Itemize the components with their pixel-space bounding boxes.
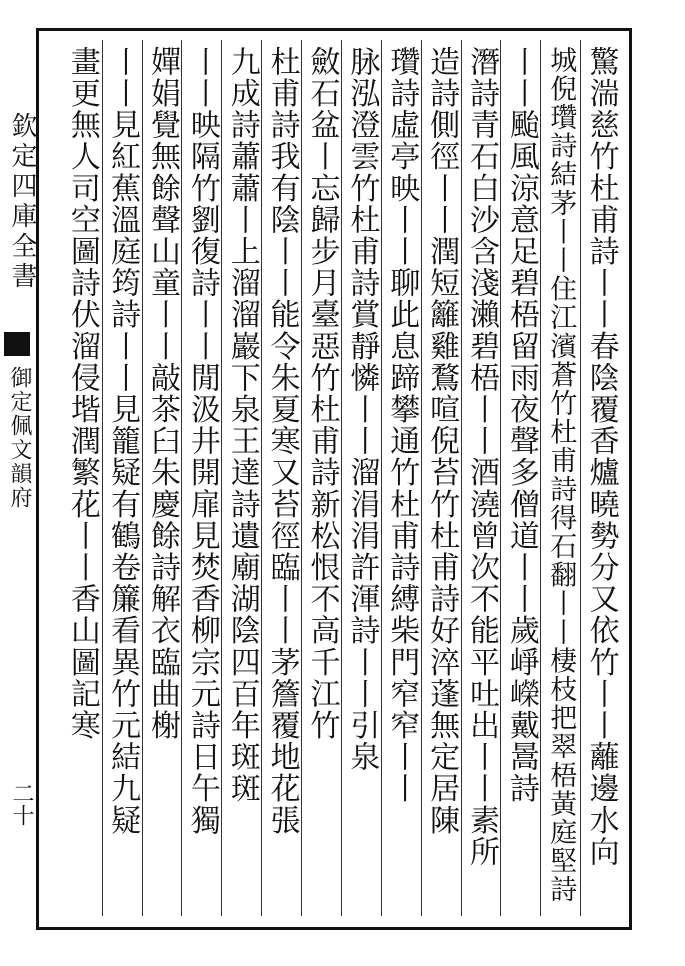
- column-text: 造詩側徑丨丨潤短籬雞鶩喧倪苔竹杜甫詩好淬蓬無定居陳: [424, 46, 460, 836]
- column-text: 丨丨映隔竹劉復詩丨丨閒汲井開扉見焚香柳宗元詩日午獨: [184, 46, 220, 836]
- column-text: 杜甫詩我有陰丨丨能令朱夏寒又苔徑臨丨丨茅簷覆地花張: [264, 46, 300, 836]
- text-column: [261, 40, 301, 916]
- column-text: 斂石盆丨忘歸步月臺惡竹杜甫詩新松恨不高千江竹: [304, 46, 340, 742]
- column-text: 畫更無人司空圖詩伏溜侵堦潤繁花丨丨香山圖記寒: [64, 46, 100, 742]
- text-column: [580, 40, 620, 916]
- column-text: 九成詩蕭蕭丨上溜溜巖下泉王達詩遺廟湖陰四百年斑斑: [224, 46, 260, 805]
- text-column: [301, 40, 341, 916]
- text-column: [421, 40, 461, 916]
- text-column: [500, 40, 540, 916]
- column-text: 脉泓澄雲竹杜甫詩賞靜憐丨丨溜涓涓許渾詩丨丨引泉: [344, 46, 380, 773]
- text-column: [181, 40, 221, 916]
- margin-strip: [0, 40, 62, 916]
- column-text: 潛詩青石白沙含淺瀨碧梧丨丨酒澆曾次不能平吐出丨丨素所: [463, 46, 499, 868]
- column-text: 丨丨見紅蕉溫庭筠詩丨丨見籠疑有鶴卷簾看異竹元結九疑: [105, 46, 141, 836]
- text-column: [62, 40, 102, 916]
- text-column: [221, 40, 261, 916]
- text-columns: [62, 40, 620, 916]
- column-text: 城倪瓚詩結茅丨丨住江濱蒼竹杜甫詩得石翻丨丨棲枝把翠梧黃庭堅詩: [545, 46, 577, 904]
- text-column: [461, 40, 501, 916]
- text-column: [341, 40, 381, 916]
- column-text: 驚湍慈竹杜甫詩丨丨春陰覆香爐曉勢分又依竹丨丨蘺邊水向: [583, 46, 619, 868]
- volume-title: 御定佩文韻府: [7, 366, 32, 510]
- fishtail-mark: [4, 332, 30, 356]
- book-title: 欽定四庫全書: [7, 112, 37, 292]
- column-text: 丨丨颱風涼意足碧梧留雨夜聲多僧道丨丨歲崢嶸戴暠詩: [503, 46, 539, 805]
- text-column: [381, 40, 421, 916]
- column-text: 嬋娟覺無餘聲山童丨丨敲茶臼朱慶餘詩解衣臨曲榭: [144, 46, 180, 742]
- column-text: 瓚詩虛亭映丨丨聊此息蹄攀通竹杜甫詩縛柴門窄窄丨丨: [384, 46, 420, 805]
- text-column: [142, 40, 182, 916]
- text-column: [540, 40, 580, 916]
- page-number: 二十: [9, 782, 34, 826]
- text-column: [102, 40, 142, 916]
